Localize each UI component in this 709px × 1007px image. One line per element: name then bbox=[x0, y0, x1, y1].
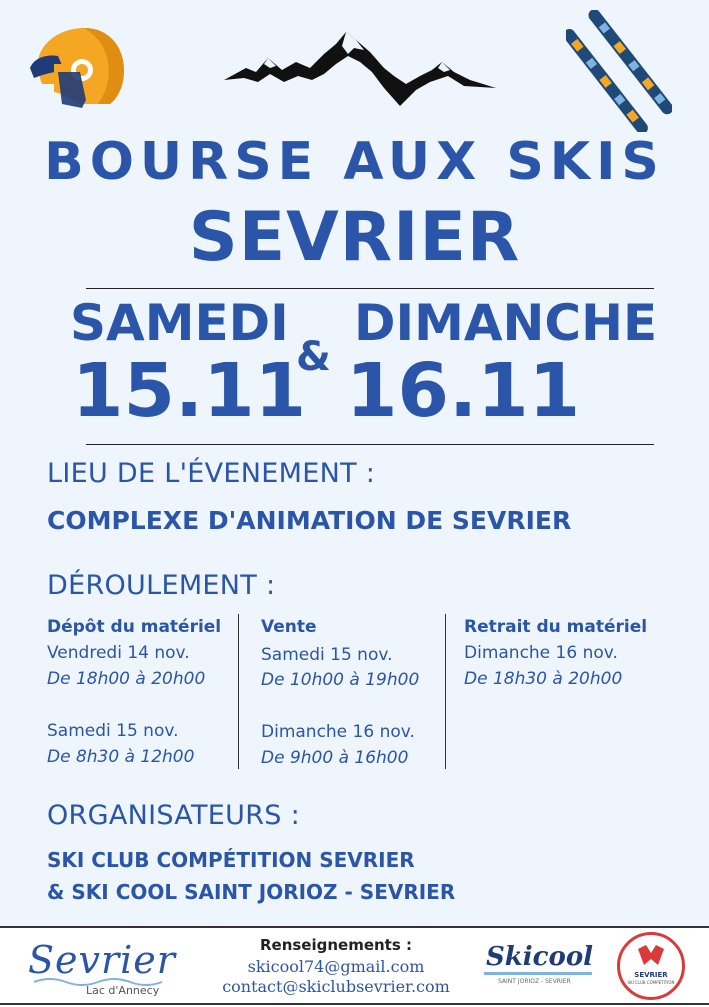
title-sevrier: SEVRIER bbox=[188, 198, 521, 277]
skis-icon bbox=[566, 10, 672, 132]
sevrier-logo-text: Sevrier bbox=[28, 938, 176, 982]
skicool-logo-text: Skicool bbox=[486, 942, 594, 972]
depot-slot2-day: Samedi 15 nov. bbox=[47, 721, 179, 741]
skicool-logo-subtitle: SAINT JORIOZ - SEVRIER bbox=[498, 978, 571, 985]
depot-slot2-hours: De 8h30 à 12h00 bbox=[47, 747, 195, 767]
club-badge-subtitle: SKI CLUB COMPETITION bbox=[627, 980, 675, 985]
skicool-logo bbox=[484, 942, 596, 992]
organiser-line2: & SKI COOL SAINT JORIOZ - SEVRIER bbox=[47, 880, 456, 904]
day1-date: 15.11 bbox=[72, 348, 307, 434]
club-badge-emblem-icon bbox=[636, 943, 666, 969]
divider-top bbox=[86, 288, 654, 289]
contact-email-1[interactable]: skicool74@gmail.com bbox=[247, 957, 425, 976]
vente-title: Vente bbox=[261, 617, 317, 637]
venue-label: LIEU DE L'ÉVENEMENT : bbox=[47, 458, 376, 489]
skicool-logo-underline bbox=[484, 972, 592, 975]
footer bbox=[0, 926, 709, 1007]
mountains-icon bbox=[224, 28, 496, 108]
schedule-label: DÉROULEMENT : bbox=[47, 570, 276, 601]
title-bourse-aux-skis: BOURSE AUX SKIS bbox=[44, 132, 665, 192]
sevrier-logo-subtitle: Lac d'Annecy bbox=[86, 984, 160, 997]
organiser-line1: SKI CLUB COMPÉTITION SEVRIER bbox=[47, 848, 415, 872]
vente-slot1-hours: De 10h00 à 19h00 bbox=[261, 670, 420, 690]
retrait-slot1-day: Dimanche 16 nov. bbox=[464, 643, 618, 663]
depot-slot1-hours: De 18h00 à 20h00 bbox=[47, 669, 206, 689]
vente-slot2-hours: De 9h00 à 16h00 bbox=[261, 748, 409, 768]
organisers-label: ORGANISATEURS : bbox=[47, 800, 300, 831]
divider-bottom bbox=[86, 444, 654, 445]
column-divider-2 bbox=[445, 614, 446, 769]
vente-slot2-day: Dimanche 16 nov. bbox=[261, 722, 415, 742]
depot-slot1-day: Vendredi 14 nov. bbox=[47, 643, 190, 663]
venue-name: COMPLEXE D'ANIMATION DE SEVRIER bbox=[47, 506, 572, 535]
club-badge-logo bbox=[617, 932, 685, 1000]
ampersand: & bbox=[296, 334, 331, 380]
footer-bottom-line bbox=[0, 1003, 709, 1005]
column-divider-1 bbox=[238, 614, 239, 769]
day2-name: DIMANCHE bbox=[354, 294, 658, 352]
helmet-icon bbox=[24, 24, 128, 112]
retrait-slot1-hours: De 18h30 à 20h00 bbox=[464, 669, 623, 689]
day2-date: 16.11 bbox=[346, 348, 581, 434]
contact-title: Renseignements : bbox=[259, 936, 413, 954]
vente-slot1-day: Samedi 15 nov. bbox=[261, 645, 393, 665]
sevrier-logo bbox=[28, 936, 178, 1002]
contact-email-2[interactable]: contact@skiclubsevrier.com bbox=[222, 977, 450, 996]
retrait-title: Retrait du matériel bbox=[464, 617, 648, 637]
club-badge-name: SEVRIER bbox=[634, 971, 668, 979]
day1-name: SAMEDI bbox=[70, 294, 289, 352]
depot-title: Dépôt du matériel bbox=[47, 617, 222, 637]
